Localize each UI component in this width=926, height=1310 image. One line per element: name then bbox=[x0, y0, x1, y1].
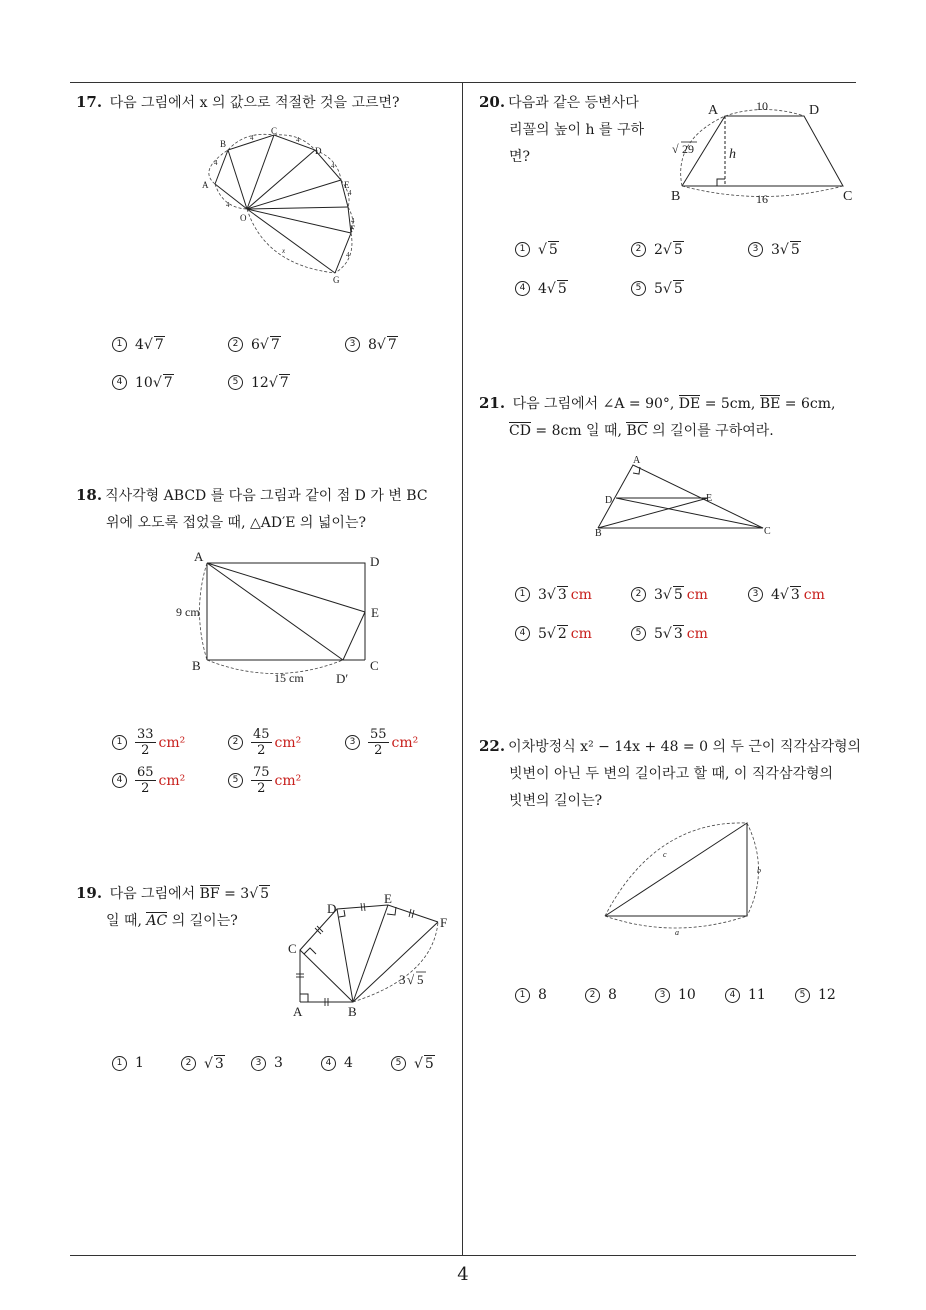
q21-choice-2[interactable] bbox=[631, 586, 708, 603]
unit: cm bbox=[570, 625, 592, 642]
q19-choice-1[interactable] bbox=[112, 1055, 144, 1071]
question-19 bbox=[76, 880, 296, 935]
q17-choice-2[interactable] bbox=[228, 336, 281, 353]
question-number: 19. bbox=[76, 884, 103, 902]
circled-number: 5 bbox=[631, 281, 646, 296]
sqrt-symbol: √ bbox=[376, 336, 386, 353]
unit: cm² bbox=[391, 734, 419, 751]
denominator: 2 bbox=[141, 743, 150, 758]
choice-coef: 6 bbox=[251, 336, 260, 353]
fraction bbox=[368, 727, 389, 758]
question-text-d: = 8cm 일 때, bbox=[535, 423, 622, 439]
circled-number: 5 bbox=[631, 626, 646, 641]
sqrt-symbol: √ bbox=[662, 241, 672, 258]
label-A: A bbox=[633, 455, 641, 466]
segment-ac: AC bbox=[146, 913, 168, 929]
side-label: 4 bbox=[250, 134, 254, 142]
question-text-line1: 다음과 같은 등변사다 bbox=[508, 95, 639, 111]
circled-number: 2 bbox=[181, 1056, 196, 1071]
circled-number: 2 bbox=[631, 242, 646, 257]
sqrt-symbol: √ bbox=[546, 586, 556, 603]
radicand: 5 bbox=[260, 886, 270, 902]
q17-choice-1[interactable] bbox=[112, 336, 165, 353]
side-label: 4 bbox=[346, 251, 350, 259]
side-label: 4 bbox=[348, 189, 352, 197]
radicand: 5 bbox=[790, 242, 800, 258]
radicand: 7 bbox=[270, 337, 280, 353]
circled-number: 3 bbox=[251, 1056, 266, 1071]
circled-number: 1 bbox=[112, 1056, 127, 1071]
unit: cm bbox=[686, 625, 708, 642]
q17-choice-5[interactable] bbox=[228, 374, 290, 391]
choice-coef: 3 bbox=[538, 586, 547, 603]
question-text-line2: 리꼴의 높이 h 를 구하 bbox=[509, 122, 645, 138]
q19-choice-2[interactable] bbox=[181, 1055, 225, 1072]
label-A: A bbox=[202, 180, 209, 190]
question-text-b: = 5cm, bbox=[704, 396, 756, 412]
circled-number: 3 bbox=[345, 735, 360, 750]
question-21 bbox=[479, 390, 864, 445]
length-sqrt: √ bbox=[407, 972, 415, 987]
sqrt-symbol: √ bbox=[779, 586, 789, 603]
q17-choice-3[interactable] bbox=[345, 336, 398, 353]
label-C: C bbox=[843, 189, 853, 204]
question-text-line2: 빗변이 아닌 두 변의 길이라고 할 때, 이 직각삼각형의 bbox=[509, 766, 834, 782]
question-17 bbox=[76, 89, 456, 117]
fraction bbox=[135, 727, 156, 758]
question-number: 18. bbox=[76, 486, 103, 504]
circled-number: 5 bbox=[228, 773, 243, 788]
radicand: 7 bbox=[163, 375, 173, 391]
unit: cm² bbox=[158, 772, 186, 789]
segment-de: DE bbox=[678, 396, 701, 412]
circled-number: 3 bbox=[655, 988, 670, 1003]
q20-choice-3[interactable] bbox=[748, 241, 801, 258]
denominator: 2 bbox=[257, 781, 266, 796]
fraction bbox=[251, 765, 272, 796]
q18-choice-4[interactable] bbox=[112, 765, 185, 796]
radicand: 5 bbox=[548, 242, 558, 258]
length-radicand: 5 bbox=[417, 972, 424, 987]
label-F: F bbox=[350, 224, 356, 234]
q19-choice-4[interactable] bbox=[321, 1055, 353, 1071]
q20-choice-5[interactable] bbox=[631, 280, 684, 297]
circled-number: 4 bbox=[112, 375, 127, 390]
column-divider bbox=[462, 82, 463, 1256]
unit: cm² bbox=[158, 734, 186, 751]
label-D: D bbox=[605, 495, 613, 506]
label-G: G bbox=[333, 275, 340, 285]
q19-choice-5[interactable] bbox=[391, 1055, 435, 1072]
q18-figure bbox=[170, 545, 390, 690]
q22-choice-5[interactable] bbox=[795, 987, 836, 1003]
denominator: 2 bbox=[374, 743, 383, 758]
label-F: F bbox=[440, 915, 448, 930]
choice-coef: 5 bbox=[538, 625, 547, 642]
height-label: 9 cm bbox=[176, 605, 200, 619]
bottom-length: 16 bbox=[756, 192, 768, 206]
label-B: B bbox=[348, 1004, 357, 1019]
question-text-line3: 면? bbox=[509, 149, 531, 165]
choice-text: 12 bbox=[818, 987, 836, 1003]
q20-figure bbox=[668, 95, 858, 210]
choice-text: 1 bbox=[135, 1055, 144, 1071]
label-O: O bbox=[240, 213, 247, 223]
unit: cm bbox=[570, 586, 592, 603]
radicand: 5 bbox=[557, 281, 567, 297]
sqrt-symbol: √ bbox=[204, 1055, 213, 1072]
bottom-rule bbox=[70, 1255, 856, 1256]
sqrt-symbol: √ bbox=[546, 625, 556, 642]
circled-number: 4 bbox=[725, 988, 740, 1003]
choice-coef: 5 bbox=[654, 280, 663, 297]
unit: cm² bbox=[274, 772, 302, 789]
side-label: 4 bbox=[214, 159, 218, 167]
sqrt-symbol: √ bbox=[546, 280, 556, 297]
top-rule bbox=[70, 82, 856, 83]
label-D-prime: D′ bbox=[336, 671, 349, 686]
radicand: 3 bbox=[557, 587, 567, 603]
label-B: B bbox=[220, 139, 227, 149]
sqrt-symbol: √ bbox=[662, 586, 672, 603]
label-C: C bbox=[271, 126, 278, 136]
question-number: 17. bbox=[76, 93, 103, 111]
choice-text: 8 bbox=[608, 987, 617, 1003]
label-B: B bbox=[192, 658, 201, 673]
radicand: 5 bbox=[673, 587, 683, 603]
question-text-line1: 직사각형 ABCD 를 다음 그림과 같이 점 D 가 변 BC bbox=[105, 488, 428, 504]
side-label: 4 bbox=[351, 217, 355, 225]
choice-text: 4 bbox=[344, 1055, 353, 1071]
numerator: 65 bbox=[137, 765, 154, 780]
length-label: 3 bbox=[399, 972, 406, 987]
top-length: 10 bbox=[756, 99, 768, 113]
label-D: D bbox=[809, 103, 820, 118]
question-18 bbox=[76, 482, 461, 537]
sqrt-symbol: √ bbox=[249, 886, 259, 902]
question-text-line2-b: 의 길이는? bbox=[171, 913, 238, 929]
circled-number: 4 bbox=[515, 626, 530, 641]
question-text-e: 의 길이를 구하여라. bbox=[652, 423, 774, 439]
equals-text: = 3 bbox=[224, 886, 250, 902]
sqrt-symbol: √ bbox=[662, 280, 672, 297]
radicand: 5 bbox=[424, 1056, 434, 1072]
segment-bc: BC bbox=[626, 423, 648, 439]
choice-coef: 4 bbox=[135, 336, 144, 353]
width-label: 15 cm bbox=[274, 671, 304, 685]
circled-number: 3 bbox=[748, 587, 763, 602]
denominator: 2 bbox=[141, 781, 150, 796]
circled-number: 5 bbox=[391, 1056, 406, 1071]
radicand: 7 bbox=[387, 337, 397, 353]
choice-coef: 2 bbox=[654, 241, 663, 258]
sqrt-symbol: √ bbox=[414, 1055, 423, 1072]
page-number: 4 bbox=[457, 1264, 469, 1285]
radicand: 2 bbox=[557, 626, 567, 642]
circled-number: 3 bbox=[748, 242, 763, 257]
label-A: A bbox=[194, 549, 204, 564]
label-c: c bbox=[663, 850, 667, 859]
denominator: 2 bbox=[257, 743, 266, 758]
q22-choice-2[interactable] bbox=[585, 987, 617, 1003]
label-D: D bbox=[370, 554, 380, 569]
circled-number: 2 bbox=[228, 735, 243, 750]
circled-number: 1 bbox=[112, 735, 127, 750]
question-20 bbox=[479, 89, 669, 171]
choice-text: 8 bbox=[538, 987, 547, 1003]
question-22 bbox=[479, 733, 864, 815]
q22-figure bbox=[595, 815, 780, 940]
question-text-c: = 6cm, bbox=[784, 396, 836, 412]
label-E: E bbox=[384, 891, 392, 906]
circled-number: 5 bbox=[795, 988, 810, 1003]
label-B: B bbox=[595, 528, 602, 539]
q21-choice-4[interactable] bbox=[515, 625, 592, 642]
choice-coef: 4 bbox=[771, 586, 780, 603]
label-D: D bbox=[315, 146, 322, 156]
circled-number: 1 bbox=[112, 337, 127, 352]
circled-number: 4 bbox=[515, 281, 530, 296]
side-label: 4 bbox=[226, 201, 230, 209]
sqrt-symbol: √ bbox=[143, 336, 153, 353]
numerator: 45 bbox=[253, 727, 270, 742]
circled-number: 3 bbox=[345, 337, 360, 352]
label-C: C bbox=[288, 941, 297, 956]
choice-coef: 4 bbox=[538, 280, 547, 297]
sqrt-symbol: √ bbox=[538, 241, 547, 258]
label-C: C bbox=[764, 526, 771, 537]
x-label: x bbox=[282, 247, 286, 255]
circled-number: 4 bbox=[112, 773, 127, 788]
q17-choice-4[interactable] bbox=[112, 374, 174, 391]
q20-choice-4[interactable] bbox=[515, 280, 568, 297]
question-number: 20. bbox=[479, 93, 506, 111]
label-a: a bbox=[675, 928, 679, 937]
circled-number: 1 bbox=[515, 587, 530, 602]
question-text-line2-a: 일 때, bbox=[106, 913, 142, 929]
fraction bbox=[135, 765, 156, 796]
segment-bf: BF bbox=[199, 886, 220, 902]
circled-number: 2 bbox=[228, 337, 243, 352]
question-number: 22. bbox=[479, 737, 506, 755]
label-A: A bbox=[708, 103, 719, 118]
question-text-line3: 빗변의 길이는? bbox=[509, 793, 603, 809]
choice-text: 10 bbox=[678, 987, 696, 1003]
choice-coef: 10 bbox=[135, 374, 153, 391]
radicand: 3 bbox=[214, 1056, 224, 1072]
choice-text: 3 bbox=[274, 1055, 283, 1071]
circled-number: 2 bbox=[631, 587, 646, 602]
numerator: 33 bbox=[137, 727, 154, 742]
label-E: E bbox=[706, 493, 713, 504]
label-E: E bbox=[371, 605, 379, 620]
circled-number: 1 bbox=[515, 988, 530, 1003]
sqrt-symbol: √ bbox=[779, 241, 789, 258]
numerator: 55 bbox=[370, 727, 387, 742]
question-text-line2: 위에 오도록 접었을 때, △AD′E 의 넓이는? bbox=[106, 515, 366, 531]
q20-choice-1[interactable] bbox=[515, 241, 559, 258]
side-radicand: 29 bbox=[682, 142, 694, 156]
label-D: D bbox=[327, 901, 337, 916]
question-number: 21. bbox=[479, 394, 506, 412]
radicand: 3 bbox=[790, 587, 800, 603]
choice-coef: 3 bbox=[771, 241, 780, 258]
choice-coef: 8 bbox=[368, 336, 377, 353]
question-text-a: 다음 그림에서 ∠A = 90°, bbox=[512, 396, 675, 412]
choice-coef: 3 bbox=[654, 586, 663, 603]
label-B: B bbox=[671, 189, 681, 204]
circled-number: 4 bbox=[321, 1056, 336, 1071]
height-label: h bbox=[729, 147, 736, 162]
q18-choice-3[interactable] bbox=[345, 727, 418, 758]
side-label: 4 bbox=[296, 136, 300, 144]
numerator: 75 bbox=[253, 765, 270, 780]
radicand: 7 bbox=[154, 337, 164, 353]
q21-choice-5[interactable] bbox=[631, 625, 708, 642]
label-C: C bbox=[370, 658, 379, 673]
q18-choice-5[interactable] bbox=[228, 765, 301, 796]
unit: cm bbox=[803, 586, 825, 603]
radicand: 5 bbox=[673, 281, 683, 297]
radicand: 3 bbox=[673, 626, 683, 642]
q20-choice-2[interactable] bbox=[631, 241, 684, 258]
side-sqrt: √ bbox=[672, 142, 679, 156]
q22-choice-1[interactable] bbox=[515, 987, 547, 1003]
question-text: 다음 그림에서 bbox=[109, 886, 196, 902]
label-b: b bbox=[757, 866, 761, 875]
segment-cd: CD bbox=[509, 423, 531, 439]
q21-choice-3[interactable] bbox=[748, 586, 825, 603]
fraction bbox=[251, 727, 272, 758]
q22-choice-4[interactable] bbox=[725, 987, 766, 1003]
choice-coef: 5 bbox=[654, 625, 663, 642]
label-E: E bbox=[344, 180, 350, 190]
circled-number: 5 bbox=[228, 375, 243, 390]
q18-choice-1[interactable] bbox=[112, 727, 185, 758]
q19-figure bbox=[283, 886, 463, 1021]
circled-number: 2 bbox=[585, 988, 600, 1003]
q18-choice-2[interactable] bbox=[228, 727, 301, 758]
q21-choice-1[interactable] bbox=[515, 586, 592, 603]
q17-figure bbox=[190, 125, 370, 290]
unit: cm² bbox=[274, 734, 302, 751]
sqrt-symbol: √ bbox=[662, 625, 672, 642]
sqrt-symbol: √ bbox=[268, 374, 278, 391]
label-A: A bbox=[293, 1004, 303, 1019]
segment-be: BE bbox=[759, 396, 781, 412]
radicand: 7 bbox=[279, 375, 289, 391]
sqrt-symbol: √ bbox=[152, 374, 162, 391]
question-text: 다음 그림에서 x 의 값으로 적절한 것을 고르면? bbox=[109, 95, 400, 111]
choice-coef: 12 bbox=[251, 374, 269, 391]
radicand: 5 bbox=[673, 242, 683, 258]
q21-figure bbox=[590, 450, 780, 540]
side-label: 4 bbox=[331, 162, 335, 170]
sqrt-symbol: √ bbox=[259, 336, 269, 353]
choice-text: 11 bbox=[748, 987, 766, 1003]
q19-choice-3[interactable] bbox=[251, 1055, 283, 1071]
circled-number: 1 bbox=[515, 242, 530, 257]
question-text-line1: 이차방정식 x² − 14x + 48 = 0 의 두 근이 직각삼각형의 bbox=[508, 739, 862, 755]
q22-choice-3[interactable] bbox=[655, 987, 696, 1003]
unit: cm bbox=[686, 586, 708, 603]
